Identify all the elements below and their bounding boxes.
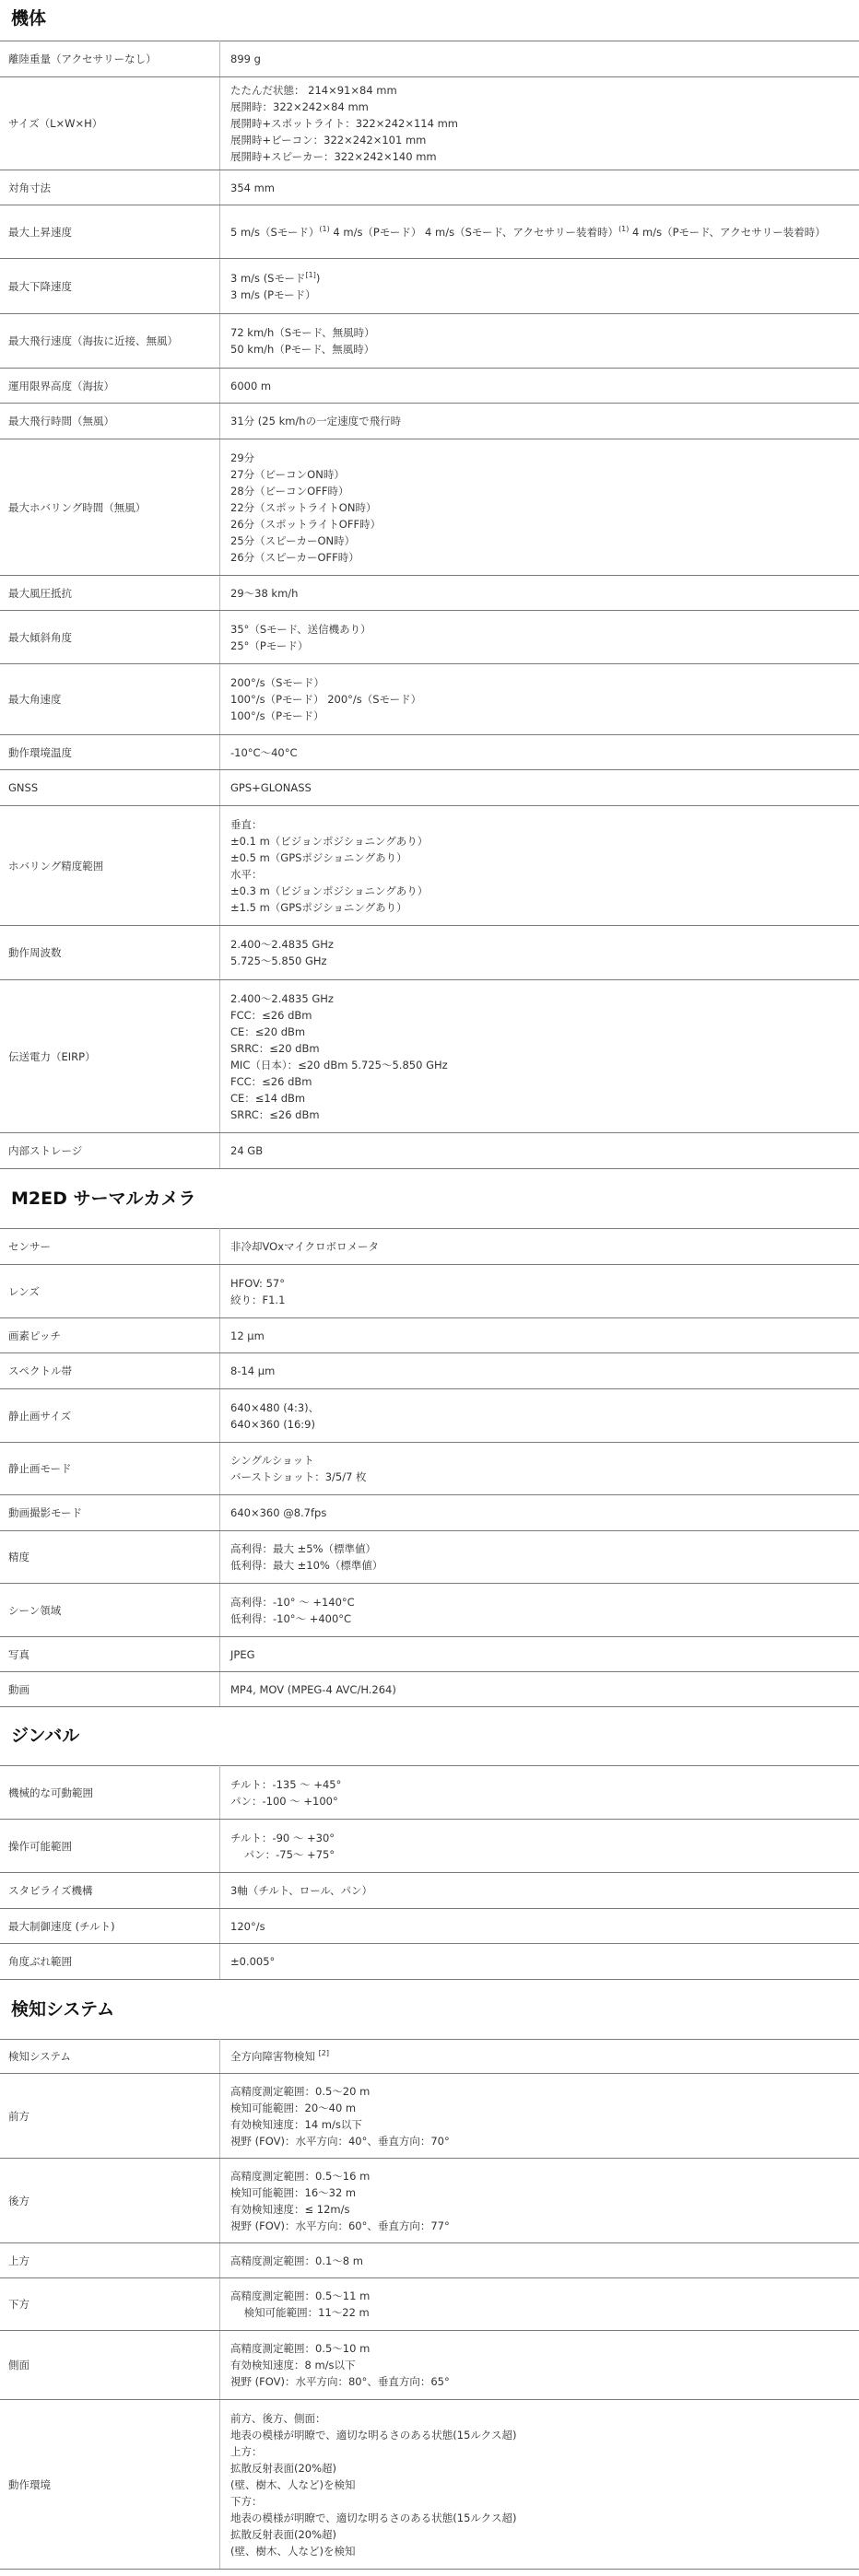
row-value: -10°C〜40°C xyxy=(220,735,859,770)
table-row xyxy=(0,1318,859,1353)
row-value: 899 g xyxy=(220,41,859,77)
row-value: 全方向障害物検知 [2] xyxy=(220,2040,859,2074)
table-row xyxy=(0,980,859,1133)
row-value: 6000 m xyxy=(220,369,859,404)
row-value: ±0.005° xyxy=(220,1944,859,1980)
table-row xyxy=(0,2159,859,2243)
row-value: 72 km/h（Sモード、無風時） 50 km/h（Pモード、無風時） xyxy=(220,314,859,369)
table-row xyxy=(0,664,859,735)
table-row xyxy=(0,404,859,439)
row-value: GPS+GLONASS xyxy=(220,770,859,806)
row-label: 上方 xyxy=(0,2243,220,2278)
table-row xyxy=(0,1637,859,1672)
section-title-sensing-system: 検知システム xyxy=(11,1999,115,2020)
row-value: 2.400〜2.4835 GHz 5.725〜5.850 GHz xyxy=(220,926,859,980)
row-value: MP4, MOV (MPEG-4 AVC/H.264) xyxy=(220,1672,859,1707)
row-value: 2.400〜2.4835 GHz FCC：≤26 dBm CE：≤20 dBm SRRC：≤20 dBm MIC（日本）：≤20 dBm 5.725〜5.850 GHz FCC：≤26 dBm CE：≤14 dBm SRRC：≤26 dBm xyxy=(220,980,859,1133)
row-label: 離陸重量（アクセサリーなし） xyxy=(0,41,220,77)
row-label: 最大ホバリング時間（無風） xyxy=(0,439,220,576)
spec-table-gimbal xyxy=(0,1765,859,1980)
row-value: 高精度測定範囲：0.5〜20 m 検知可能範囲：20〜40 m 有効検知速度：14 m/s以下 視野 (FOV)：水平方向：40°、垂直方向：70° xyxy=(220,2074,859,2159)
row-label: 動作環境温度 xyxy=(0,735,220,770)
row-label: スタビライズ機構 xyxy=(0,1873,220,1909)
section-title-gimbal: ジンバル xyxy=(11,1726,80,1746)
row-label: 最大風圧抵抗 xyxy=(0,576,220,611)
row-value: JPEG xyxy=(220,1637,859,1672)
table-row xyxy=(0,1766,859,1820)
table-row xyxy=(0,1353,859,1389)
row-label: レンズ xyxy=(0,1265,220,1318)
row-value: チルト：-135 〜 +45° パン：-100 〜 +100° xyxy=(220,1766,859,1820)
row-value: 高利得：最大 ±5%（標準値） 低利得：最大 ±10%（標準値） xyxy=(220,1531,859,1584)
row-value: 高利得：-10° 〜 +140°C 低利得：-10°〜 +400°C xyxy=(220,1584,859,1637)
row-label: 最大下降速度 xyxy=(0,259,220,314)
table-row xyxy=(0,41,859,77)
row-value: 高精度測定範囲：0.5〜10 m 有効検知速度：8 m/s以下 視野 (FOV)：水平方向：80°、垂直方向：65° xyxy=(220,2331,859,2400)
row-label: 前方 xyxy=(0,2074,220,2159)
table-row xyxy=(0,735,859,770)
row-label: 対角寸法 xyxy=(0,170,220,205)
table-row xyxy=(0,314,859,369)
row-label: 静止画モード xyxy=(0,1443,220,1495)
row-label: 操作可能範囲 xyxy=(0,1820,220,1873)
row-label: 最大上昇速度 xyxy=(0,205,220,259)
table-row xyxy=(0,1584,859,1637)
table-row xyxy=(0,576,859,611)
table-row xyxy=(0,1672,859,1707)
row-label: 後方 xyxy=(0,2159,220,2243)
table-row xyxy=(0,2400,859,2570)
table-row xyxy=(0,2331,859,2400)
row-label: 最大飛行時間（無風） xyxy=(0,404,220,439)
table-row xyxy=(0,259,859,314)
table-row xyxy=(0,1909,859,1944)
row-value: 354 mm xyxy=(220,170,859,205)
row-value: 高精度測定範囲：0.5〜11 m 検知可能範囲：11〜22 m xyxy=(220,2278,859,2331)
row-value: たたんだ状態： 214×91×84 mm 展開時：322×242×84 mm 展開時+スポットライト：322×242×114 mm 展開時+ビーコン：322×242×101 mm 展開時+スピーカー：322×242×140 mm xyxy=(220,77,859,170)
row-label: ホバリング精度範囲 xyxy=(0,806,220,926)
row-label: 動画撮影モード xyxy=(0,1495,220,1531)
table-row xyxy=(0,2243,859,2278)
row-value: 29〜38 km/h xyxy=(220,576,859,611)
table-row xyxy=(0,170,859,205)
row-value: 高精度測定範囲：0.5〜16 m 検知可能範囲：16〜32 m 有効検知速度：≤ 12m/s 視野 (FOV)：水平方向：60°、垂直方向：77° xyxy=(220,2159,859,2243)
table-row xyxy=(0,1265,859,1318)
row-label: 伝送電力（EIRP） xyxy=(0,980,220,1133)
section-title-thermal-camera: M2ED サーマルカメラ xyxy=(11,1188,196,1209)
table-row xyxy=(0,1944,859,1980)
table-row xyxy=(0,806,859,926)
table-row xyxy=(0,1133,859,1169)
table-row xyxy=(0,926,859,980)
row-label: 側面 xyxy=(0,2331,220,2400)
row-value: 非冷却VOxマイクロボロメータ xyxy=(220,1229,859,1265)
table-row xyxy=(0,770,859,806)
row-value: HFOV: 57° 絞り：F1.1 xyxy=(220,1265,859,1318)
table-row xyxy=(0,611,859,664)
row-label: 下方 xyxy=(0,2278,220,2331)
row-label: 内部ストレージ xyxy=(0,1133,220,1169)
row-label: 機械的な可動範囲 xyxy=(0,1766,220,1820)
row-value: 35°（Sモード、送信機あり） 25°（Pモード） xyxy=(220,611,859,664)
row-label: 最大飛行速度（海抜に近接、無風） xyxy=(0,314,220,369)
row-label: スペクトル帯 xyxy=(0,1353,220,1389)
row-value: 200°/s（Sモード） 100°/s（Pモード） 200°/s（Sモード） 100°/s（Pモード） xyxy=(220,664,859,735)
table-row xyxy=(0,2278,859,2331)
row-value: 3 m/s (Sモード[1]) 3 m/s (Pモード） xyxy=(220,259,859,314)
row-value: シングルショット バーストショット：3/5/7 枚 xyxy=(220,1443,859,1495)
row-label: 検知システム xyxy=(0,2040,220,2074)
row-value: 640×360 @8.7fps xyxy=(220,1495,859,1531)
table-row xyxy=(0,2074,859,2159)
row-label: 運用限界高度（海抜） xyxy=(0,369,220,404)
row-value: 640×480 (4:3)、 640×360 (16:9) xyxy=(220,1389,859,1443)
spec-table-aircraft xyxy=(0,41,859,1169)
row-value: 5 m/s（Sモード）$^{(1)}$ 4 m/s（Pモード） 4 m/s（Sモード、アクセサリー装着時）$^{(1)}$ 4 m/s（Pモード、アクセサリー装着時） xyxy=(220,205,859,259)
row-label: シーン領域 xyxy=(0,1584,220,1637)
row-label: 動作環境 xyxy=(0,2400,220,2570)
table-row xyxy=(0,1389,859,1443)
table-row xyxy=(0,1495,859,1531)
row-value: チルト：-90 〜 +30° パン：-75〜 +75° xyxy=(220,1820,859,1873)
section-title-aircraft: 機体 xyxy=(11,8,47,29)
row-label: 静止画サイズ xyxy=(0,1389,220,1443)
table-row xyxy=(0,1873,859,1909)
table-row xyxy=(0,439,859,576)
table-row xyxy=(0,77,859,170)
row-value: 垂直： ±0.1 m（ビジョンポジショニングあり） ±0.5 m（GPSポジショニングあり） 水平： ±0.3 m（ビジョンポジショニングあり） ±1.5 m（GPSポジショニングあり） xyxy=(220,806,859,926)
row-value: 3軸（チルト、ロール、パン） xyxy=(220,1873,859,1909)
row-value: 29分 27分（ビーコンON時） 28分（ビーコンOFF時） 22分（スポットライトON時） 26分（スポットライトOFF時） 25分（スピーカーON時） 26分（スピーカーOFF時） xyxy=(220,439,859,576)
table-row xyxy=(0,1229,859,1265)
table-row xyxy=(0,369,859,404)
row-label: 最大角速度 xyxy=(0,664,220,735)
table-row xyxy=(0,2040,859,2074)
row-value: 前方、後方、側面： 地表の模様が明瞭で、適切な明るさのある状態(15ルクス超) 上方： 拡散反射表面(20%超) (壁、樹木、人など)を検知 下方： 地表の模様が明瞭で、適切な明るさのある状態(15ルクス超) 拡散反射表面(20%超) (壁、樹木、人など)を検知 xyxy=(220,2400,859,2570)
row-label: 画素ピッチ xyxy=(0,1318,220,1353)
row-value: 高精度測定範囲：0.1〜8 m xyxy=(220,2243,859,2278)
row-label: 最大傾斜角度 xyxy=(0,611,220,664)
table-row xyxy=(0,1531,859,1584)
row-label: センサー xyxy=(0,1229,220,1265)
row-value: 120°/s xyxy=(220,1909,859,1944)
spec-table-thermal-camera xyxy=(0,1228,859,1707)
row-value: 12 μm xyxy=(220,1318,859,1353)
row-label: 最大制御速度 (チルト) xyxy=(0,1909,220,1944)
spec-table-sensing-system xyxy=(0,2039,859,2570)
row-value: 8-14 μm xyxy=(220,1353,859,1389)
row-label: 動画 xyxy=(0,1672,220,1707)
row-value: 31分 (25 km/hの一定速度で飛行時 xyxy=(220,404,859,439)
table-row xyxy=(0,205,859,259)
row-label: 角度ぶれ範囲 xyxy=(0,1944,220,1980)
row-label: 動作周波数 xyxy=(0,926,220,980)
row-label: GNSS xyxy=(0,770,220,806)
table-row xyxy=(0,1820,859,1873)
row-label: サイズ（L×W×H） xyxy=(0,77,220,170)
row-value: 24 GB xyxy=(220,1133,859,1169)
table-row xyxy=(0,1443,859,1495)
row-label: 精度 xyxy=(0,1531,220,1584)
row-label: 写真 xyxy=(0,1637,220,1672)
